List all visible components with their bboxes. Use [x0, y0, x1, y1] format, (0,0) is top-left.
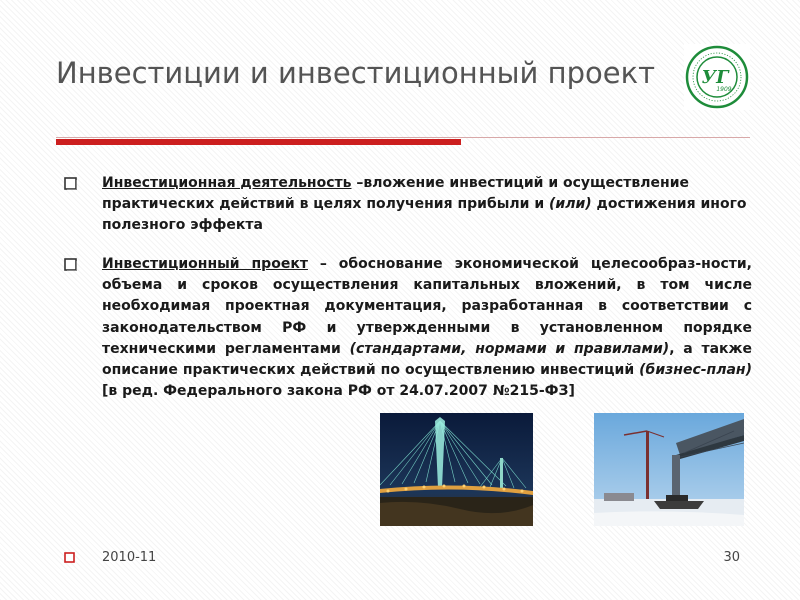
title-divider-line: [56, 137, 750, 138]
logo-letters: УГ: [701, 67, 729, 88]
definition-text-italic: (стандартами, нормами и правилами): [349, 340, 670, 357]
definition-text: –вложение инвестиций и осуществление практических действий в целях получения прибыли и: [102, 175, 690, 213]
footer-date: 2010-11: [102, 550, 157, 565]
definition-text: достижения иного полезного эффекта: [102, 196, 747, 234]
hollow-square-bullet-icon: [64, 177, 77, 190]
slide-title: Инвестиции и инвестиционный проект: [56, 56, 655, 90]
definition-text: – обоснование экономической целесообраз-ности, объема и сроков осуществления капитальных вложений, в том числе необходимая проектная документация, разработанная в соответствии с законодательством РФ и утвержденными в установленном порядке техническими регламентами: [102, 256, 752, 357]
hollow-square-bullet-icon: [64, 552, 75, 563]
bridge-construction-winter-photo: [594, 413, 744, 526]
bullet-investment-project: [102, 254, 752, 402]
definition-text-italic: (или): [549, 196, 592, 213]
university-seal-icon: [684, 44, 750, 110]
page-number: 30: [723, 550, 740, 565]
term-investment-project: Инвестиционный проект: [102, 256, 308, 272]
logo-year: 1909: [716, 86, 732, 93]
bullet-investment-activity: [102, 173, 752, 237]
definition-text: [в ред. Федерального закона РФ от 24.07.2007 №215-ФЗ]: [102, 383, 575, 400]
definition-text: , а также описание практических действий по осуществлению инвестиций: [102, 340, 752, 379]
hollow-square-bullet-icon: [64, 258, 77, 271]
term-investment-activity: Инвестиционная деятельность: [102, 175, 352, 191]
title-accent-bar: [56, 139, 461, 145]
definition-text-italic: (бизнес-план): [639, 362, 752, 379]
cable-stayed-bridge-night-photo: [380, 413, 533, 526]
